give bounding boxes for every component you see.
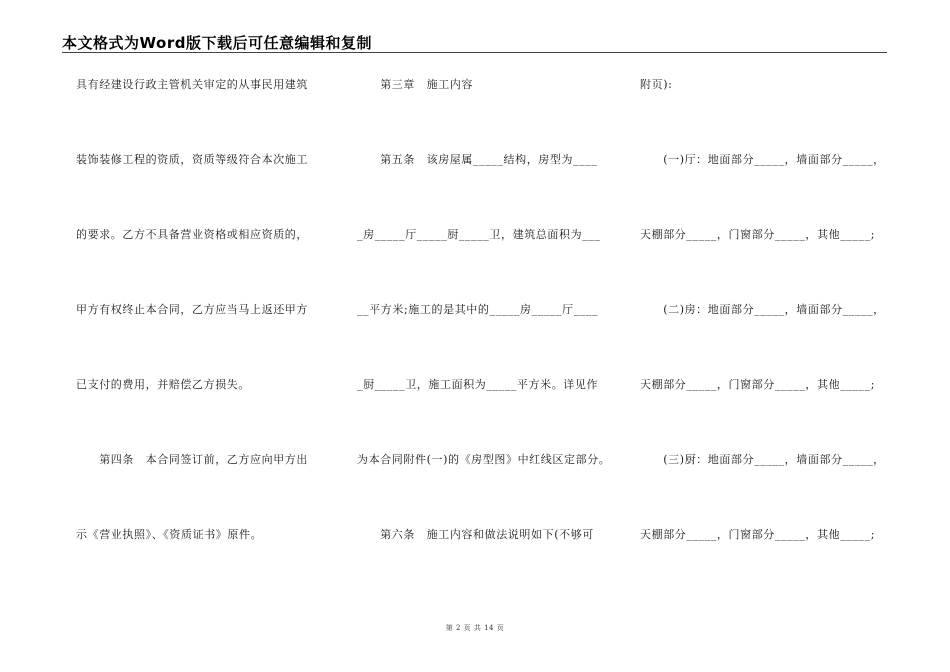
text-line: 第五条 该房屋属_____结构，房型为____ xyxy=(357,153,598,166)
text-line: 天棚部分_____，门窗部分_____，其他_____; xyxy=(640,528,876,541)
text-line: 第三章 施工内容 xyxy=(357,78,473,91)
text-line: 天棚部分_____，门窗部分_____，其他_____; xyxy=(640,228,876,241)
text-line: 为本合同附件(一)的《房型图》中红线区定部分。 xyxy=(357,453,611,466)
text-line: (三)厨：地面部分_____，墙面部分_____， xyxy=(640,453,885,466)
text-line: 具有经建设行政主管机关审定的从事民用建筑 xyxy=(76,78,308,91)
text-line: (二)房：地面部分_____，墙面部分_____， xyxy=(640,303,885,316)
page-number-footer: 第 2 页 共 14 页 xyxy=(445,624,505,632)
text-line: 第四条 本合同签订前，乙方应向甲方出 xyxy=(76,453,308,466)
text-line: __平方米;施工的是其中的_____房_____厅____ xyxy=(357,303,599,316)
text-line: 甲方有权终止本合同，乙方应当马上返还甲方 xyxy=(76,303,308,316)
page-header-title: 本文格式为Word版下载后可任意编辑和复制 xyxy=(62,34,372,52)
text-line: 示《营业执照》、《资质证书》原件。 xyxy=(76,528,263,541)
text-line: 附页): xyxy=(640,78,673,91)
header-rule xyxy=(62,52,887,53)
text-line: 的要求。乙方不具备营业资格或相应资质的， xyxy=(76,228,308,241)
text-line: 第六条 施工内容和做法说明如下(不够可 xyxy=(357,528,594,541)
text-line: _厨_____卫，施工面积为_____平方米。详见作 xyxy=(357,378,599,391)
text-line: (一)厅：地面部分_____，墙面部分_____， xyxy=(640,153,885,166)
text-line: 装饰装修工程的资质，资质等级符合本次施工 xyxy=(76,153,308,166)
text-line: 天棚部分_____，门窗部分_____，其他_____; xyxy=(640,378,876,391)
text-line: _房_____厅_____厨_____卫，建筑总面积为___ xyxy=(357,228,601,241)
text-line: 已支付的费用，并赔偿乙方损失。 xyxy=(76,378,250,391)
